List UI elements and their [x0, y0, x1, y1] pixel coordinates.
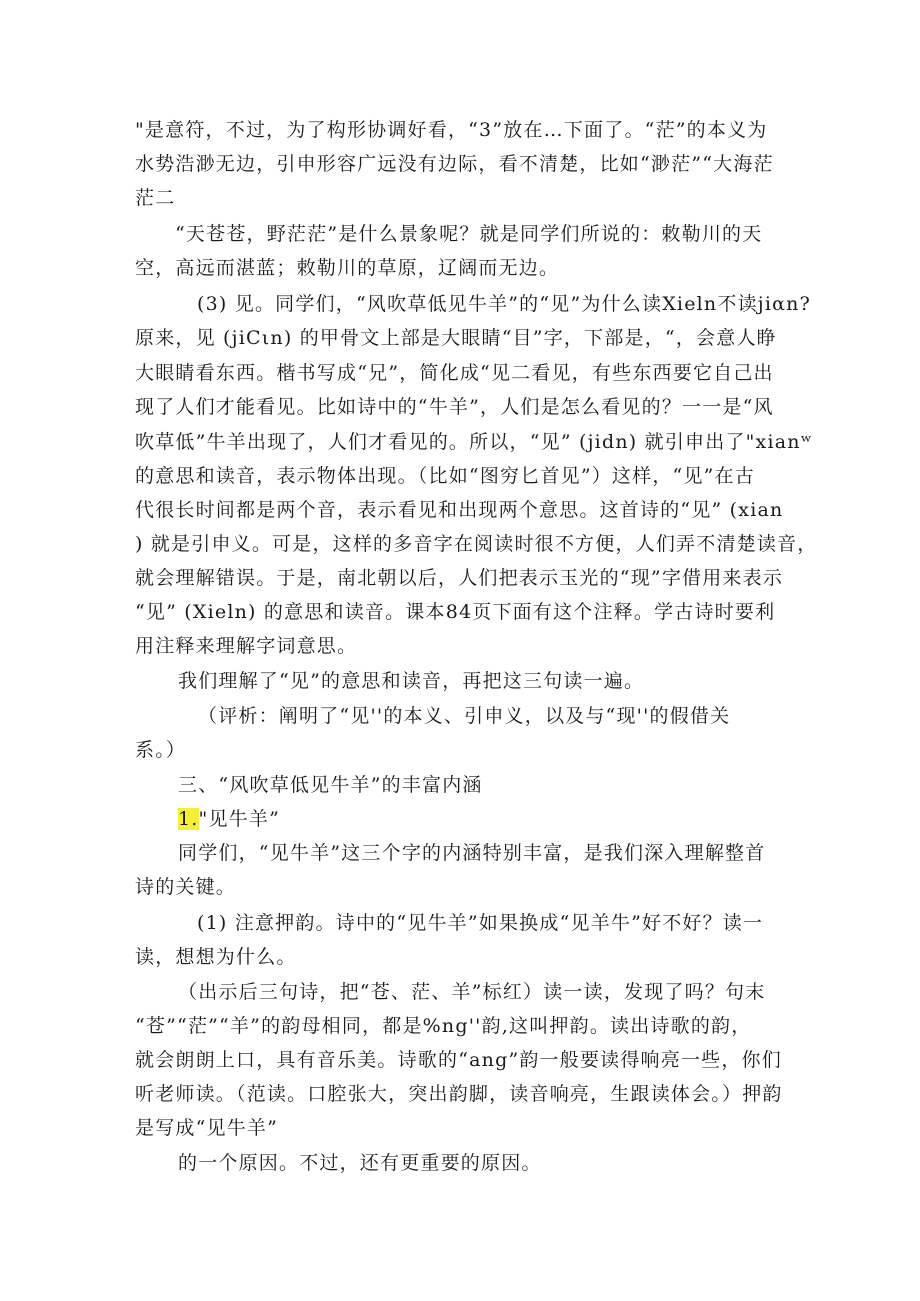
subsection-title: "见牛羊”	[198, 808, 280, 830]
section-heading: 三、“风吹草低见牛羊”的丰富内涵	[178, 774, 483, 796]
text-line: ) 就是引申义。可是，这样的多音字在阅读时很不方便，人们弄不清楚读音，	[135, 533, 818, 555]
text-line: 茫二	[135, 187, 176, 209]
text-line: 我们理解了“见”的意思和读音，再把这三句读一遍。	[178, 670, 645, 692]
text-line: 诗的关键。	[135, 876, 237, 898]
text-line: 的意思和读音，表示物体出现。（比如“图穷匕首见”）这样，“见”在古	[135, 465, 755, 487]
text-line: 是写成“见牛羊”	[135, 1117, 279, 1139]
text-line: 大眼睛看东西。楷书写成“兄”，简化成“见二看见，有些东西要它自己出	[135, 362, 774, 384]
text-line: 现了人们才能看见。比如诗中的“牛羊”，人们是怎么看见的？一一是“风	[135, 396, 774, 418]
text-line: (1) 注意押韵。诗中的“见牛羊”如果换成“见羊牛”好不好？读一	[197, 912, 764, 934]
text-line: 空，高远而湛蓝；敕勒川的草原，辽阔而无边。	[135, 257, 560, 279]
text-line: （出示后三句诗，把“苍、茫、羊”标红）读一读，发现了吗？句末	[178, 981, 766, 1003]
text-line: 读，想想为什么。	[135, 946, 297, 968]
text-line: “苍”“茫”“羊”的韵母相同，都是%ng''韵,这叫押韵。读出诗歌的韵，	[135, 1015, 752, 1037]
text-line: “见” (Xieln) 的意思和读音。课本84页下面有这个注释。学古诗时要利	[135, 601, 776, 623]
text-line: “天苍苍，野茫茫”是什么景象呢？就是同学们所说的：敕勒川的天	[175, 223, 763, 245]
text-line: 原来，见 (jiCιn) 的甲骨文上部是大眼睛“目”字，下部是，“，会意人睁	[135, 327, 777, 349]
text-line: 吹草低”牛羊出现了，人们才看见的。所以，“见” (jidn) 就引申出了"xianʷ	[135, 431, 814, 453]
text-line: 就会理解错误。于是，南北朝以后，人们把表示玉光的“现”字借用来表示	[135, 567, 784, 589]
text-line: 听老师读。（范读。口腔张大，突出韵脚，读音响亮，生跟读体会。）押韵	[135, 1083, 783, 1105]
text-line: (3) 见。同学们，“风吹草低见牛羊”的“见”为什么读Xieln不读jiαn?	[197, 293, 811, 315]
text-line: 就会朗朗上口，具有音乐美。诗歌的“ang”韵一般要读得响亮一些，你们	[135, 1049, 782, 1071]
text-line: （评析：阐明了“见''的本义、引申义，以及与“现''的假借关	[198, 705, 731, 727]
text-line: 水势浩渺无边，引申形容广远没有边际，看不清楚，比如“渺茫”“大海茫	[135, 153, 774, 175]
text-line: 代很长时间都是两个音，表示看见和出现两个意思。这首诗的“见” (xian	[135, 499, 784, 521]
text-line: "是意符，不过，为了构形协调好看，“3”放在…下面了。“茫”的本义为	[135, 119, 768, 141]
text-line: 用注释来理解字词意思。	[135, 635, 358, 657]
subsection-heading	[178, 806, 280, 832]
highlighted-number: 1.	[178, 808, 199, 830]
text-line: 的一个原因。不过，还有更重要的原因。	[178, 1152, 542, 1174]
text-line: 同学们，“见牛羊”这三个字的内涵特别丰富，是我们深入理解整首	[178, 842, 766, 864]
text-line: 系。）	[135, 739, 187, 761]
